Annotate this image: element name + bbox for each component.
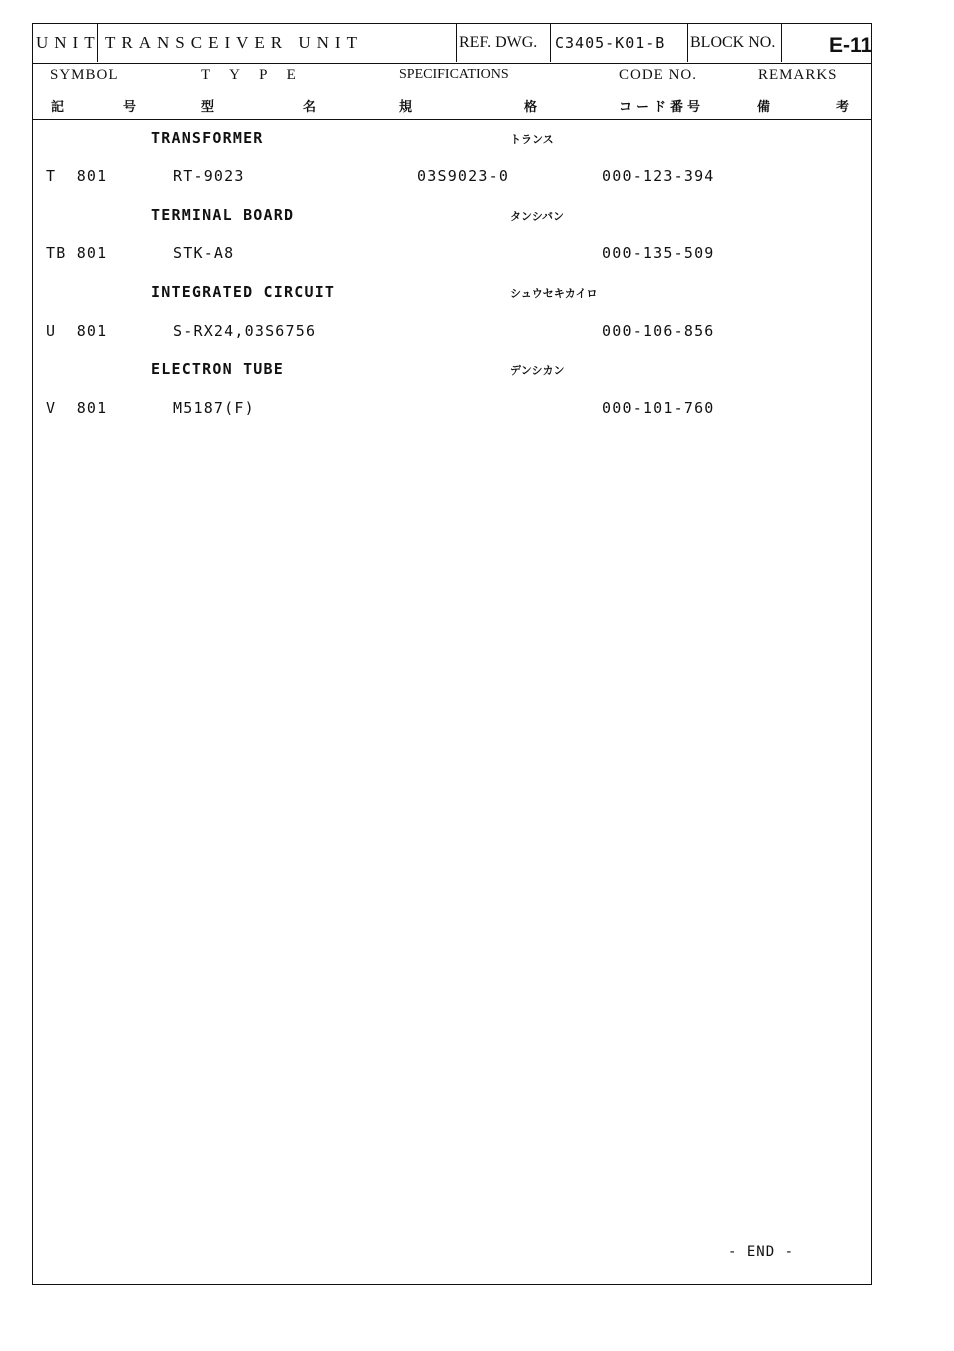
category-name: TERMINAL BOARD [151,206,295,224]
part-row [33,244,871,274]
category-kana: デンシカン [510,364,565,377]
part-row [33,167,871,197]
col-symbol: SYMBOL [50,67,119,83]
part-code: 000-135-509 [602,244,715,262]
jp-spec-a: 規 [399,100,413,115]
jp-remarks-a: 備 [757,100,771,115]
part-symbol: U 801 [46,322,108,340]
category-kana: シュウセキカイロ [510,287,598,300]
col-specifications: SPECIFICATIONS [399,67,509,82]
column-headings [33,63,871,120]
block-no-label: BLOCK NO. [690,34,776,51]
ref-dwg-label: REF. DWG. [459,34,538,51]
part-spec: 03S9023-0 [417,167,510,185]
category-name: TRANSFORMER [151,129,264,147]
col-type: T Y P E [201,67,304,83]
jp-type-b: 名 [303,100,317,115]
category-row [33,283,871,313]
jp-type-a: 型 [201,100,215,115]
part-type: M5187(F) [173,399,255,417]
category-kana: タンシバン [510,210,564,223]
category-name: ELECTRON TUBE [151,360,284,378]
part-type: RT-9023 [173,167,245,185]
unit-name: TRANSCEIVER UNIT [105,33,363,52]
parts-list-sheet [32,23,872,1285]
part-type: S-RX24,03S6756 [173,322,317,340]
header-divider [456,24,457,62]
category-row [33,129,871,159]
part-symbol: V 801 [46,399,108,417]
block-no-value: E-11 [829,34,873,57]
jp-code: コード番号 [619,100,705,115]
unit-label: UNIT [36,33,101,52]
part-code: 000-123-394 [602,167,715,185]
col-remarks: REMARKS [758,67,838,83]
header-divider [781,24,782,62]
header-divider [687,24,688,62]
jp-symbol-b: 号 [123,100,137,115]
end-marker: - END - [728,1244,795,1260]
part-row [33,399,871,429]
category-kana: トランス [510,133,554,146]
part-code: 000-101-760 [602,399,715,417]
part-type: STK-A8 [173,244,235,262]
header-divider [550,24,551,62]
category-row [33,360,871,390]
sheet-header [33,24,871,64]
jp-remarks-b: 考 [836,100,850,115]
jp-symbol-a: 記 [51,100,65,115]
header-divider [97,24,98,62]
part-symbol: TB 801 [46,244,108,262]
jp-spec-b: 格 [524,100,538,115]
part-symbol: T 801 [46,167,108,185]
category-name: INTEGRATED CIRCUIT [151,283,336,301]
category-row [33,206,871,236]
part-code: 000-106-856 [602,322,715,340]
col-code-no: CODE NO. [619,67,697,83]
ref-dwg-value: C3405-K01-B [555,34,666,52]
part-row [33,322,871,352]
